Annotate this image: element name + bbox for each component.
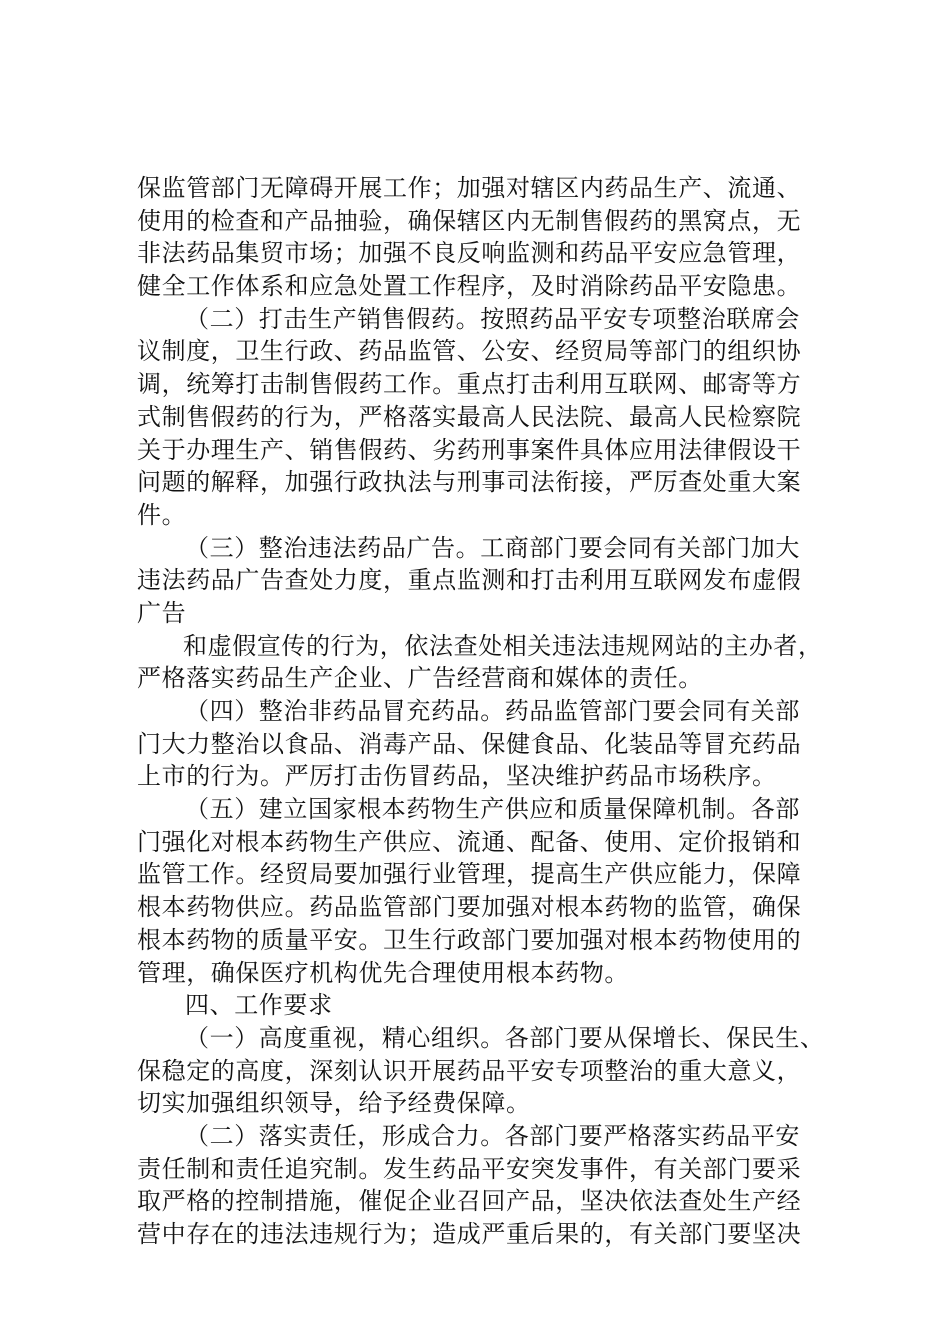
text-line: 使用的检查和产品抽验，确保辖区内无制售假药的黑窝点，无 xyxy=(137,206,802,235)
paragraph-first-line: （四）整治非药品冒充药品。药品监管部门要会同有关部 xyxy=(185,697,800,725)
section-heading: 四、工作要求 xyxy=(185,991,333,1020)
text-line: 责任制和责任追究制。发生药品平安突发事件，有关部门要采 xyxy=(137,1154,802,1183)
text-line: 根本药物供应。药品监管部门要加强对根本药物的监管，确保 xyxy=(137,893,802,922)
text-line: 营中存在的违法违规行为；造成严重后果的，有关部门要坚决 xyxy=(137,1220,802,1248)
text-line: 违法药品广告查处力度，重点监测和打击利用互联网发布虚假 xyxy=(137,566,802,595)
paragraph-first-line: （三）整治违法药品广告。工商部门要会同有关部门加大 xyxy=(185,533,800,562)
text-line: 非法药品集贸市场；加强不良反响监测和药品平安应急管理， xyxy=(137,239,802,268)
text-line: 广告 xyxy=(137,598,187,627)
text-line: 上市的行为。严厉打击伤冒药品，坚决维护药品市场秩序。 xyxy=(137,762,777,791)
text-line: 管理，确保医疗机构优先合理使用根本药物。 xyxy=(137,958,629,987)
paragraph-first-line: （一）高度重视，精心组织。各部门要从保增长、保民生、 xyxy=(185,1023,825,1052)
paragraph-first-line: 和虚假宣传的行为，依法查处相关违法违规网站的主办者， xyxy=(183,631,823,660)
text-line: 问题的解释，加强行政执法与刑事司法衔接，严厉查处重大案 xyxy=(137,468,802,497)
text-line: 调，统筹打击制售假药工作。重点打击利用互联网、邮寄等方 xyxy=(137,370,802,399)
text-line: 健全工作体系和应急处置工作程序，及时消除药品平安隐患。 xyxy=(137,272,802,301)
text-line: 式制售假药的行为，严格落实最高人民法院、最高人民检察院 xyxy=(137,402,802,431)
text-line: 门强化对根本药物生产供应、流通、配备、使用、定价报销和 xyxy=(137,827,802,856)
document-body xyxy=(137,172,842,1251)
text-line: 监管工作。经贸局要加强行业管理，提高生产供应能力，保障 xyxy=(137,860,802,889)
text-line: 门大力整治以食品、消毒产品、保健食品、化装品等冒充药品 xyxy=(137,729,802,758)
text-line: 根本药物的质量平安。卫生行政部门要加强对根本药物使用的 xyxy=(137,925,802,954)
paragraph-first-line: （二）打击生产销售假药。按照药品平安专项整治联席会 xyxy=(185,304,800,333)
paragraph-first-line: （二）落实责任，形成合力。各部门要严格落实药品平安 xyxy=(185,1121,800,1150)
text-line: 议制度，卫生行政、药品监管、公安、经贸局等部门的组织协 xyxy=(137,337,802,366)
text-line: 严格落实药品生产企业、广告经营商和媒体的责任。 xyxy=(137,664,703,693)
text-line: 件。 xyxy=(137,500,187,529)
text-line: 取严格的控制措施，催促企业召回产品，坚决依法查处生产经 xyxy=(137,1187,802,1216)
paragraph-first-line: （五）建立国家根本药物生产供应和质量保障机制。各部 xyxy=(185,795,800,824)
text-line: 关于办理生产、销售假药、劣药刑事案件具体应用法律假设干 xyxy=(137,435,802,464)
text-line: 保监管部门无障碍开展工作；加强对辖区内药品生产、流通、 xyxy=(137,174,802,202)
text-line: 保稳定的高度，深刻认识开展药品平安专项整治的重大意义， xyxy=(137,1056,802,1085)
text-line: 切实加强组织领导，给予经费保障。 xyxy=(137,1089,531,1118)
